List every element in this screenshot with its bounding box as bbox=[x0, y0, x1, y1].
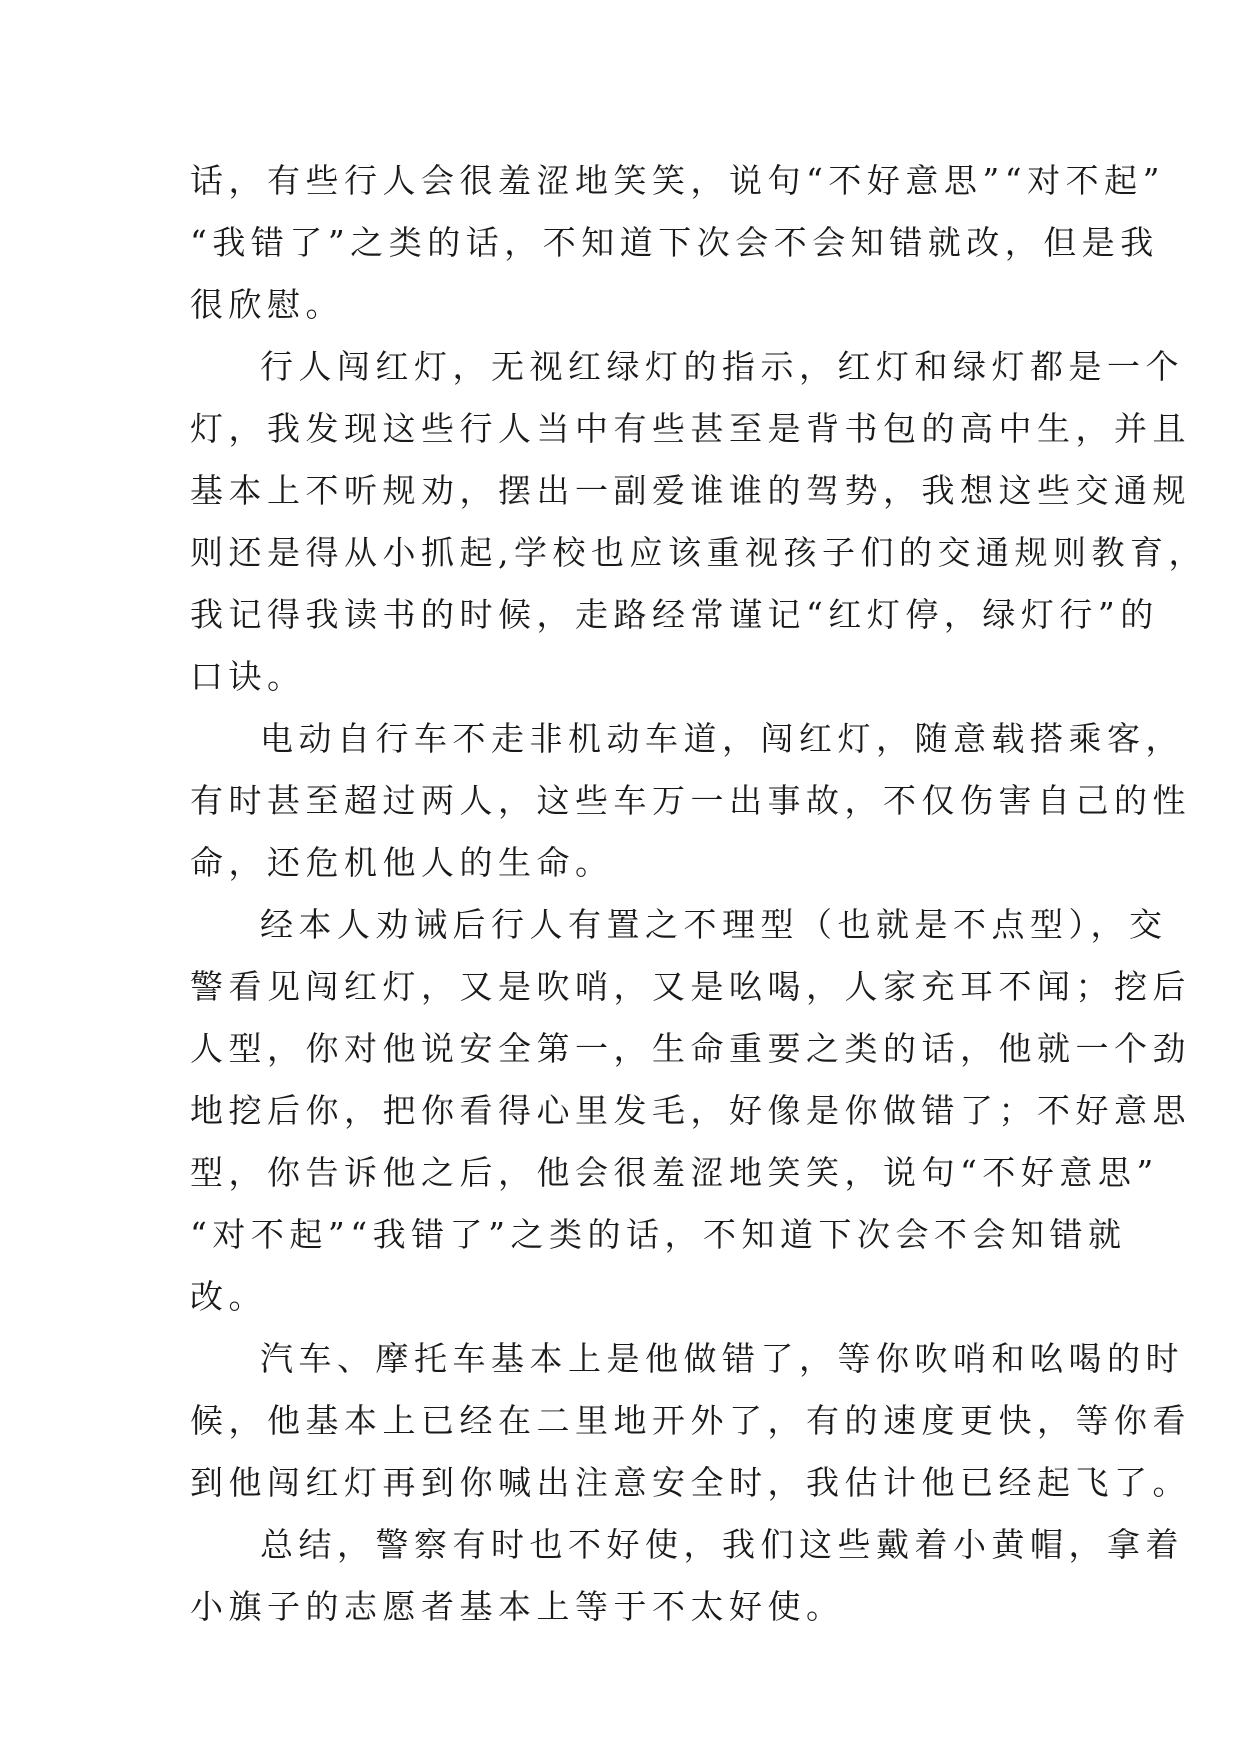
text-line: 话，有些行人会很羞涩地笑笑，说句“不好意思”“对不起” bbox=[190, 161, 1165, 200]
text-line: 小旗子的志愿者基本上等于不太好使。 bbox=[190, 1587, 845, 1626]
paragraph-continuation bbox=[190, 150, 1165, 336]
text-line: 灯，我发现这些行人当中有些甚至是背书包的高中生，并且 bbox=[190, 409, 1191, 448]
text-line: 经本人劝诫后行人有置之不理型（也就是不点型），交 bbox=[260, 905, 1168, 944]
text-line: 行人闯红灯，无视红绿灯的指示，红灯和绿灯都是一个 bbox=[260, 347, 1184, 386]
text-line: 警看见闯红灯，又是吹哨，又是吆喝，人家充耳不闻；挖后 bbox=[190, 967, 1191, 1006]
text-line: 改。 bbox=[190, 1277, 267, 1316]
text-line: 基本上不听规劝，摆出一副爱谁谁的驾势，我想这些交通规 bbox=[190, 471, 1191, 510]
text-line: 电动自行车不走非机动车道，闯红灯，随意载搭乘客， bbox=[260, 719, 1184, 758]
text-line: 我记得我读书的时候，走路经常谨记“红灯停，绿灯行”的 bbox=[190, 595, 1159, 634]
text-line: 命，还危机他人的生命。 bbox=[190, 843, 614, 882]
text-line: 口诀。 bbox=[190, 657, 306, 696]
text-line: 汽车、摩托车基本上是他做错了，等你吹哨和吆喝的时 bbox=[260, 1339, 1184, 1378]
text-line: 则还是得从小抓起,学校也应该重视孩子们的交通规则教育， bbox=[190, 533, 1207, 572]
text-line: 人型，你对他说安全第一，生命重要之类的话，他就一个劲 bbox=[190, 1029, 1191, 1068]
paragraph-summary bbox=[190, 1514, 1184, 1638]
text-line: 型，你告诉他之后，他会很羞涩地笑笑，说句“不好意思” bbox=[190, 1153, 1159, 1192]
text-line: 总结，警察有时也不好使，我们这些戴着小黄帽，拿着 bbox=[260, 1525, 1184, 1564]
text-line: 有时甚至超过两人，这些车万一出事故，不仅伤害自己的性 bbox=[190, 781, 1191, 820]
text-line: 候，他基本上已经在二里地开外了，有的速度更快，等你看 bbox=[190, 1401, 1191, 1440]
paragraph-persuasion-types bbox=[190, 894, 1191, 1328]
paragraph-pedestrians bbox=[190, 336, 1207, 708]
text-line: “我错了”之类的话，不知道下次会不会知错就改，但是我 bbox=[190, 223, 1159, 262]
text-line: 到他闯红灯再到你喊出注意安全时，我估计他已经起飞了。 bbox=[190, 1463, 1191, 1502]
document-page bbox=[190, 150, 1207, 1638]
text-line: “对不起”“我错了”之类的话，不知道下次会不会知错就 bbox=[190, 1215, 1127, 1254]
paragraph-motor-vehicles bbox=[190, 1328, 1191, 1514]
text-line: 很欣慰。 bbox=[190, 285, 344, 324]
paragraph-e-bikes bbox=[190, 708, 1191, 894]
text-line: 地挖后你，把你看得心里发毛，好像是你做错了；不好意思 bbox=[190, 1091, 1191, 1130]
